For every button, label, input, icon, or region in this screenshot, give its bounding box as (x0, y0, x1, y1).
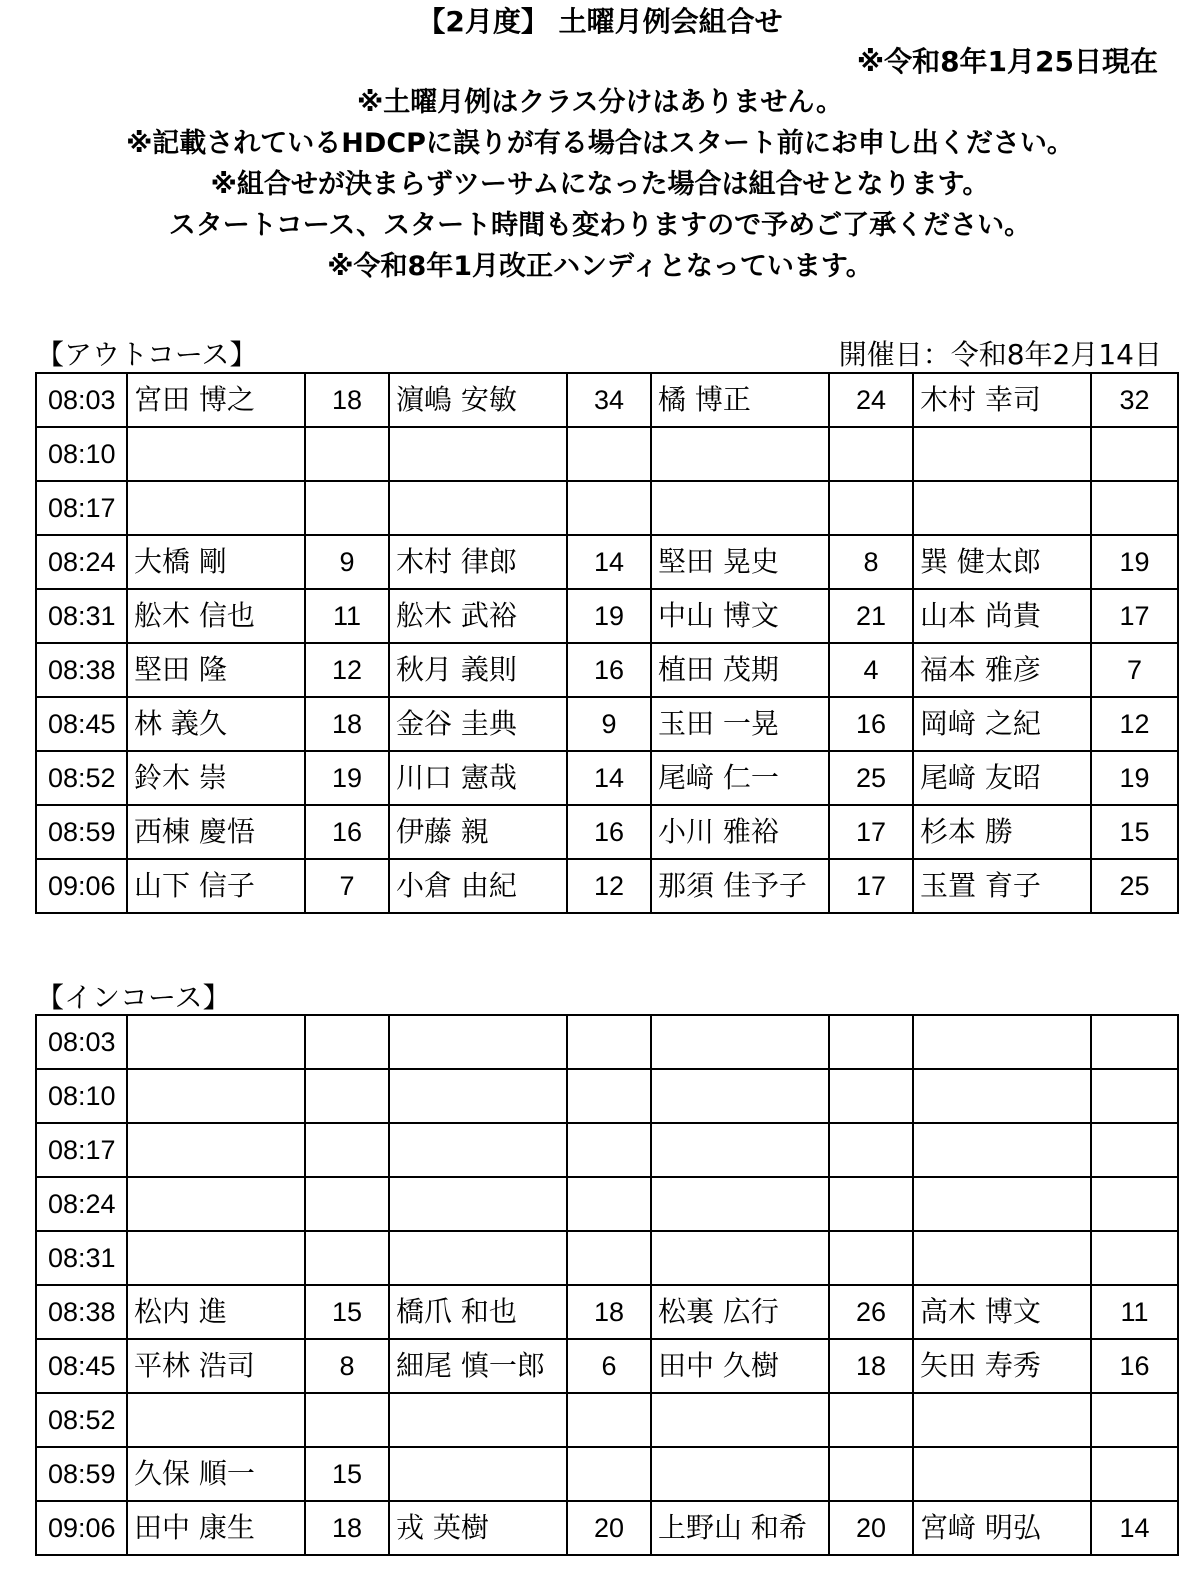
player-1-name (127, 1123, 305, 1177)
player-3-hdcp: 21 (829, 589, 913, 643)
player-3-hdcp: 18 (829, 1339, 913, 1393)
player-1-name: 林 義久 (127, 697, 305, 751)
player-3-name: 松裏 広行 (651, 1285, 829, 1339)
player-2-name (389, 1177, 567, 1231)
player-1-name (127, 427, 305, 481)
tee-time-row (36, 481, 1178, 535)
tee-time: 08:10 (36, 427, 127, 481)
player-1-name (127, 481, 305, 535)
player-3-name: 尾﨑 仁一 (651, 751, 829, 805)
player-1-name: 山下 信子 (127, 859, 305, 913)
player-2-hdcp: 9 (567, 697, 651, 751)
out-course-label: 【アウトコース】 (36, 338, 258, 371)
in-course-table (35, 1014, 1179, 1556)
tee-time: 08:31 (36, 589, 127, 643)
player-3-hdcp: 17 (829, 859, 913, 913)
player-4-name (913, 1015, 1091, 1069)
as-of-date: ※令和8年1月25日現在 (856, 45, 1158, 78)
player-3-hdcp (829, 1123, 913, 1177)
player-1-hdcp: 16 (305, 805, 389, 859)
tee-time-row (36, 697, 1178, 751)
player-4-hdcp (1091, 1393, 1178, 1447)
player-2-name (389, 481, 567, 535)
player-3-name: 小川 雅裕 (651, 805, 829, 859)
player-4-name (913, 1231, 1091, 1285)
player-3-name: 田中 久樹 (651, 1339, 829, 1393)
in-course-rows (36, 1015, 1178, 1555)
player-2-hdcp (567, 1015, 651, 1069)
player-2-name: 秋月 義則 (389, 643, 567, 697)
player-2-hdcp (567, 1123, 651, 1177)
tee-time: 08:03 (36, 373, 127, 427)
player-4-hdcp (1091, 1177, 1178, 1231)
player-1-hdcp: 18 (305, 1501, 389, 1555)
player-3-hdcp (829, 481, 913, 535)
player-1-hdcp: 15 (305, 1447, 389, 1501)
player-3-hdcp: 20 (829, 1501, 913, 1555)
tee-time: 08:38 (36, 643, 127, 697)
player-1-hdcp: 18 (305, 697, 389, 751)
player-1-name: 平林 浩司 (127, 1339, 305, 1393)
player-3-name: 玉田 一晃 (651, 697, 829, 751)
player-4-name: 宮﨑 明弘 (913, 1501, 1091, 1555)
in-course-label: 【インコース】 (36, 981, 231, 1014)
player-3-name: 那須 佳予子 (651, 859, 829, 913)
player-2-hdcp: 6 (567, 1339, 651, 1393)
player-4-hdcp: 16 (1091, 1339, 1178, 1393)
player-1-hdcp: 11 (305, 589, 389, 643)
player-4-name (913, 1393, 1091, 1447)
player-2-name: 戎 英樹 (389, 1501, 567, 1555)
player-4-name: 玉置 育子 (913, 859, 1091, 913)
player-1-name: 舩木 信也 (127, 589, 305, 643)
player-2-hdcp (567, 1393, 651, 1447)
player-4-name (913, 1447, 1091, 1501)
tee-time-row (36, 1339, 1178, 1393)
tee-time-row (36, 1123, 1178, 1177)
player-2-name (389, 1447, 567, 1501)
tee-time-row (36, 373, 1178, 427)
player-4-hdcp (1091, 481, 1178, 535)
player-3-hdcp: 8 (829, 535, 913, 589)
player-1-name: 松内 進 (127, 1285, 305, 1339)
player-2-name: 濵嶋 安敏 (389, 373, 567, 427)
tee-time-row (36, 1285, 1178, 1339)
player-2-hdcp: 34 (567, 373, 651, 427)
tee-time: 08:38 (36, 1285, 127, 1339)
player-1-hdcp: 18 (305, 373, 389, 427)
player-2-name (389, 1231, 567, 1285)
player-4-name (913, 1177, 1091, 1231)
player-4-name: 岡﨑 之紀 (913, 697, 1091, 751)
player-4-hdcp: 7 (1091, 643, 1178, 697)
tee-time: 08:03 (36, 1015, 127, 1069)
player-3-name: 植田 茂期 (651, 643, 829, 697)
player-2-name (389, 427, 567, 481)
player-1-name: 田中 康生 (127, 1501, 305, 1555)
player-4-name: 尾﨑 友昭 (913, 751, 1091, 805)
tee-time-row (36, 427, 1178, 481)
player-4-hdcp: 14 (1091, 1501, 1178, 1555)
player-2-name: 川口 憲哉 (389, 751, 567, 805)
player-3-name (651, 427, 829, 481)
player-3-hdcp: 24 (829, 373, 913, 427)
event-date: 開催日：令和8年2月14日 (838, 338, 1162, 371)
tee-time-row (36, 1447, 1178, 1501)
player-3-hdcp: 4 (829, 643, 913, 697)
player-4-name: 山本 尚貴 (913, 589, 1091, 643)
page-title: 【2月度】 土曜月例会組合せ (417, 5, 783, 38)
player-4-hdcp (1091, 1123, 1178, 1177)
tee-time-row (36, 1069, 1178, 1123)
player-1-hdcp: 9 (305, 535, 389, 589)
player-3-name (651, 481, 829, 535)
player-4-name: 高木 博文 (913, 1285, 1091, 1339)
player-2-name: 金谷 圭典 (389, 697, 567, 751)
player-4-hdcp: 17 (1091, 589, 1178, 643)
player-3-name (651, 1231, 829, 1285)
player-4-hdcp: 19 (1091, 535, 1178, 589)
player-3-hdcp: 26 (829, 1285, 913, 1339)
player-4-name (913, 427, 1091, 481)
player-4-hdcp: 32 (1091, 373, 1178, 427)
tee-time-row (36, 805, 1178, 859)
tee-time: 08:10 (36, 1069, 127, 1123)
player-2-name: 小倉 由紀 (389, 859, 567, 913)
player-1-hdcp (305, 1015, 389, 1069)
player-1-hdcp: 8 (305, 1339, 389, 1393)
player-2-hdcp (567, 1447, 651, 1501)
note-handicap-revision: ※令和8年1月改正ハンディとなっています。 (327, 251, 873, 282)
player-1-hdcp (305, 1069, 389, 1123)
tee-time: 09:06 (36, 859, 127, 913)
out-course-table (35, 372, 1179, 914)
player-1-name: 宮田 博之 (127, 373, 305, 427)
player-3-name (651, 1123, 829, 1177)
player-4-hdcp: 19 (1091, 751, 1178, 805)
player-4-name (913, 1123, 1091, 1177)
player-4-name: 木村 幸司 (913, 373, 1091, 427)
player-3-hdcp: 25 (829, 751, 913, 805)
player-4-hdcp: 15 (1091, 805, 1178, 859)
player-4-hdcp (1091, 1015, 1178, 1069)
player-3-hdcp (829, 1177, 913, 1231)
player-2-hdcp: 16 (567, 643, 651, 697)
player-1-name: 鈴木 崇 (127, 751, 305, 805)
player-2-hdcp (567, 1177, 651, 1231)
player-1-hdcp (305, 1177, 389, 1231)
player-3-name: 上野山 和希 (651, 1501, 829, 1555)
tee-time-row (36, 859, 1178, 913)
tee-time-row (36, 643, 1178, 697)
tee-time-row (36, 589, 1178, 643)
player-1-hdcp: 19 (305, 751, 389, 805)
player-4-hdcp: 25 (1091, 859, 1178, 913)
player-3-hdcp (829, 1069, 913, 1123)
player-1-hdcp (305, 1123, 389, 1177)
tee-time: 08:31 (36, 1231, 127, 1285)
player-3-name: 中山 博文 (651, 589, 829, 643)
tee-time: 08:24 (36, 535, 127, 589)
player-2-hdcp: 19 (567, 589, 651, 643)
player-3-hdcp (829, 1447, 913, 1501)
player-3-hdcp: 17 (829, 805, 913, 859)
player-4-hdcp (1091, 1069, 1178, 1123)
note-twosome: ※組合せが決まらずツーサムになった場合は組合せとなります。 (210, 169, 990, 200)
note-hdcp-error: ※記載されているHDCPに誤りが有る場合はスタート前にお申し出ください。 (126, 128, 1074, 159)
player-1-name (127, 1069, 305, 1123)
tee-time: 08:59 (36, 1447, 127, 1501)
player-3-hdcp (829, 1015, 913, 1069)
player-1-hdcp: 7 (305, 859, 389, 913)
tee-time: 08:59 (36, 805, 127, 859)
player-4-name: 福本 雅彦 (913, 643, 1091, 697)
player-4-name: 矢田 寿秀 (913, 1339, 1091, 1393)
player-2-hdcp (567, 427, 651, 481)
player-3-name: 橘 博正 (651, 373, 829, 427)
player-4-name (913, 1069, 1091, 1123)
player-1-name (127, 1231, 305, 1285)
player-1-hdcp (305, 1231, 389, 1285)
player-1-hdcp: 15 (305, 1285, 389, 1339)
tee-time: 08:52 (36, 751, 127, 805)
player-1-hdcp (305, 427, 389, 481)
player-4-name: 巽 健太郎 (913, 535, 1091, 589)
player-3-name (651, 1015, 829, 1069)
player-4-hdcp (1091, 1231, 1178, 1285)
player-2-name (389, 1015, 567, 1069)
player-2-name (389, 1123, 567, 1177)
player-1-name: 堅田 隆 (127, 643, 305, 697)
tee-time-row (36, 1501, 1178, 1555)
player-1-name: 大橋 剛 (127, 535, 305, 589)
player-4-hdcp: 12 (1091, 697, 1178, 751)
player-2-hdcp: 14 (567, 751, 651, 805)
tee-time: 08:45 (36, 1339, 127, 1393)
tee-time: 08:24 (36, 1177, 127, 1231)
player-2-name: 橋爪 和也 (389, 1285, 567, 1339)
player-2-hdcp: 16 (567, 805, 651, 859)
tee-time-row (36, 751, 1178, 805)
tee-time: 08:52 (36, 1393, 127, 1447)
player-3-hdcp (829, 427, 913, 481)
player-1-hdcp (305, 1393, 389, 1447)
player-3-hdcp: 16 (829, 697, 913, 751)
player-2-name: 伊藤 親 (389, 805, 567, 859)
player-1-name (127, 1015, 305, 1069)
player-2-hdcp: 18 (567, 1285, 651, 1339)
tee-time: 08:45 (36, 697, 127, 751)
player-4-name: 杉本 勝 (913, 805, 1091, 859)
player-2-hdcp (567, 481, 651, 535)
player-4-hdcp (1091, 1447, 1178, 1501)
tee-time-row (36, 1015, 1178, 1069)
player-1-name (127, 1393, 305, 1447)
player-1-hdcp (305, 481, 389, 535)
tee-time-row (36, 1393, 1178, 1447)
tee-time: 08:17 (36, 1123, 127, 1177)
tee-time: 09:06 (36, 1501, 127, 1555)
player-3-hdcp (829, 1231, 913, 1285)
player-2-hdcp: 20 (567, 1501, 651, 1555)
player-2-name: 舩木 武裕 (389, 589, 567, 643)
out-course-rows (36, 373, 1178, 913)
player-3-hdcp (829, 1393, 913, 1447)
note-start-change: スタートコース、スタート時間も変わりますので予めご了承ください。 (168, 210, 1032, 241)
player-4-hdcp (1091, 427, 1178, 481)
player-2-hdcp: 12 (567, 859, 651, 913)
player-1-name: 久保 順一 (127, 1447, 305, 1501)
tee-time-row (36, 1231, 1178, 1285)
player-2-name (389, 1393, 567, 1447)
player-2-name: 細尾 慎一郎 (389, 1339, 567, 1393)
player-4-name (913, 481, 1091, 535)
player-3-name (651, 1447, 829, 1501)
tee-time-row (36, 1177, 1178, 1231)
player-2-name (389, 1069, 567, 1123)
player-1-name (127, 1177, 305, 1231)
player-3-name (651, 1177, 829, 1231)
player-4-hdcp: 11 (1091, 1285, 1178, 1339)
player-3-name (651, 1069, 829, 1123)
player-3-name (651, 1393, 829, 1447)
tee-time-row (36, 535, 1178, 589)
player-2-hdcp: 14 (567, 535, 651, 589)
player-2-name: 木村 律郎 (389, 535, 567, 589)
player-2-hdcp (567, 1231, 651, 1285)
tee-time: 08:17 (36, 481, 127, 535)
note-no-class: ※土曜月例はクラス分けはありません。 (356, 87, 844, 118)
player-1-hdcp: 12 (305, 643, 389, 697)
player-3-name: 堅田 晃史 (651, 535, 829, 589)
player-2-hdcp (567, 1069, 651, 1123)
player-1-name: 西棟 慶悟 (127, 805, 305, 859)
